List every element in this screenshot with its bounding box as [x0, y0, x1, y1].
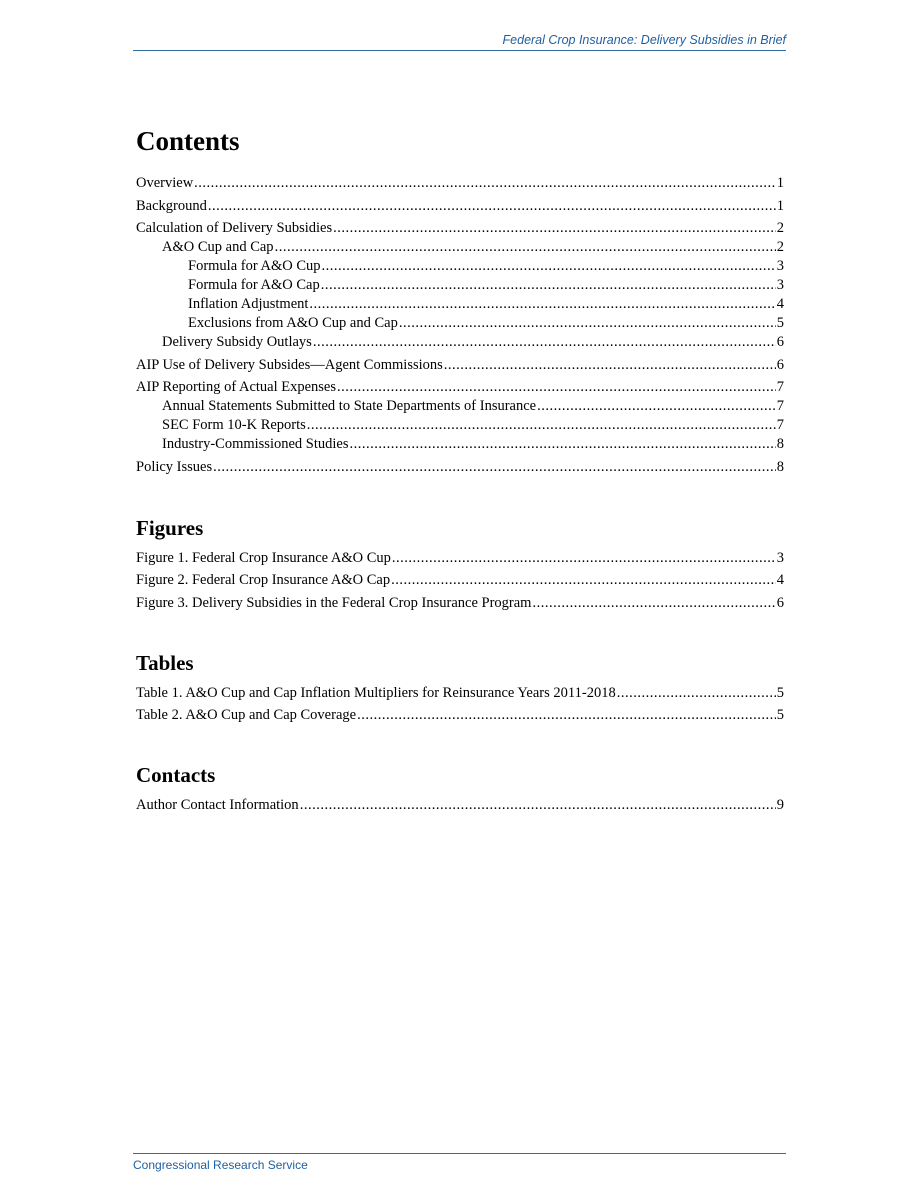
toc-entry-page: 5	[776, 315, 784, 331]
toc-entry-page: 7	[776, 398, 784, 414]
toc-entry-page: 7	[776, 379, 784, 395]
toc-entry-label: Figure 3. Delivery Subsidies in the Federal Crop Insurance Program	[136, 594, 532, 611]
toc-entry-formula-for-ao-cap[interactable]	[136, 276, 784, 295]
toc-entry-calculation-of-delivery-subsidies[interactable]	[136, 219, 784, 238]
toc-entry-aip-reporting-of-actual-expenses[interactable]	[136, 378, 784, 397]
toc-entry-label: SEC Form 10-K Reports	[162, 417, 306, 433]
contacts-section	[136, 762, 784, 815]
contacts-heading: Contacts	[136, 763, 216, 787]
toc-entry-label: Calculation of Delivery Subsidies	[136, 220, 333, 236]
toc-entry-label: Inflation Adjustment	[188, 296, 309, 312]
toc-entry-page: 2	[776, 220, 784, 236]
toc-entry-page: 5	[776, 684, 784, 701]
page-header	[133, 31, 786, 51]
toc-entry-formula-for-ao-cup[interactable]	[136, 257, 784, 276]
toc-entry-label: AIP Use of Delivery Subsides—Agent Commissions	[136, 356, 443, 373]
toc-entry-page: 1	[776, 175, 784, 191]
toc-entry-label: Table 1. A&O Cup and Cap Inflation Multipliers for Reinsurance Years 2011-2018	[136, 684, 616, 701]
contents-heading: Contents	[136, 126, 240, 156]
toc-entry-policy-issues[interactable]	[136, 458, 784, 477]
toc-entry-delivery-subsidy-outlays[interactable]	[136, 333, 784, 352]
toc-entry-page: 3	[776, 258, 784, 274]
toc-entry-page: 2	[776, 239, 784, 255]
figures-list	[136, 549, 784, 613]
toc-entry-table-2[interactable]	[136, 706, 784, 725]
toc-entry-overview[interactable]	[136, 174, 784, 193]
contents-list	[136, 174, 784, 477]
toc-entry-page: 6	[776, 356, 784, 373]
toc-content	[136, 124, 784, 815]
toc-entry-page: 6	[776, 594, 784, 611]
toc-entry-page: 7	[776, 417, 784, 433]
toc-entry-figure-3[interactable]	[136, 594, 784, 613]
toc-entry-page: 3	[776, 277, 784, 293]
figures-heading: Figures	[136, 515, 204, 540]
toc-entry-page: 5	[776, 707, 784, 723]
toc-entry-label: A&O Cup and Cap	[162, 239, 274, 255]
toc-entry-page: 8	[776, 458, 784, 475]
toc-entry-label: Author Contact Information	[136, 797, 299, 813]
toc-entry-author-contact-information[interactable]	[136, 796, 784, 815]
figures-section	[136, 515, 784, 613]
toc-entry-label: Delivery Subsidy Outlays	[162, 334, 312, 350]
toc-entry-label: Policy Issues	[136, 458, 213, 475]
tables-section	[136, 650, 784, 726]
toc-entry-label: Industry-Commissioned Studies	[162, 436, 349, 452]
toc-entry-ao-cup-and-cap[interactable]	[136, 238, 784, 257]
toc-entry-label: Figure 1. Federal Crop Insurance A&O Cup	[136, 549, 391, 566]
tables-heading: Tables	[136, 650, 194, 675]
toc-entry-label: Background	[136, 197, 207, 214]
running-title: Federal Crop Insurance: Delivery Subsidies in Brief	[502, 33, 786, 47]
contacts-list	[136, 796, 784, 815]
toc-entry-label: Annual Statements Submitted to State Departments of Insurance	[162, 398, 537, 414]
toc-entry-page: 4	[776, 296, 784, 312]
toc-entry-page: 1	[776, 197, 784, 214]
toc-entry-page: 9	[776, 797, 784, 813]
toc-entry-figure-2[interactable]	[136, 571, 784, 590]
toc-entry-exclusions-from-ao-cup-and-cap[interactable]	[136, 314, 784, 333]
toc-entry-label: Formula for A&O Cap	[188, 277, 320, 293]
toc-entry-aip-use-of-delivery-subsides[interactable]	[136, 356, 784, 375]
toc-entry-page: 8	[776, 436, 784, 452]
tables-list	[136, 684, 784, 726]
footer-organization: Congressional Research Service	[133, 1158, 308, 1172]
toc-entry-annual-statements[interactable]	[136, 397, 784, 416]
toc-entry-label: Overview	[136, 175, 194, 191]
toc-entry-label: Exclusions from A&O Cup and Cap	[188, 315, 398, 331]
toc-entry-page: 6	[776, 334, 784, 350]
toc-entry-label: Formula for A&O Cup	[188, 258, 321, 274]
toc-entry-background[interactable]	[136, 197, 784, 216]
toc-entry-table-1[interactable]	[136, 684, 784, 703]
toc-entry-label: AIP Reporting of Actual Expenses	[136, 379, 337, 395]
toc-entry-label: Figure 2. Federal Crop Insurance A&O Cap	[136, 572, 391, 588]
toc-entry-label: Table 2. A&O Cup and Cap Coverage	[136, 707, 357, 723]
toc-entry-industry-commissioned-studies[interactable]	[136, 435, 784, 454]
toc-entry-page: 3	[776, 549, 784, 566]
toc-entry-sec-form-10k-reports[interactable]	[136, 416, 784, 435]
page-footer	[133, 1153, 786, 1174]
toc-entry-page: 4	[776, 572, 784, 588]
toc-entry-inflation-adjustment[interactable]	[136, 295, 784, 314]
toc-entry-figure-1[interactable]	[136, 549, 784, 568]
